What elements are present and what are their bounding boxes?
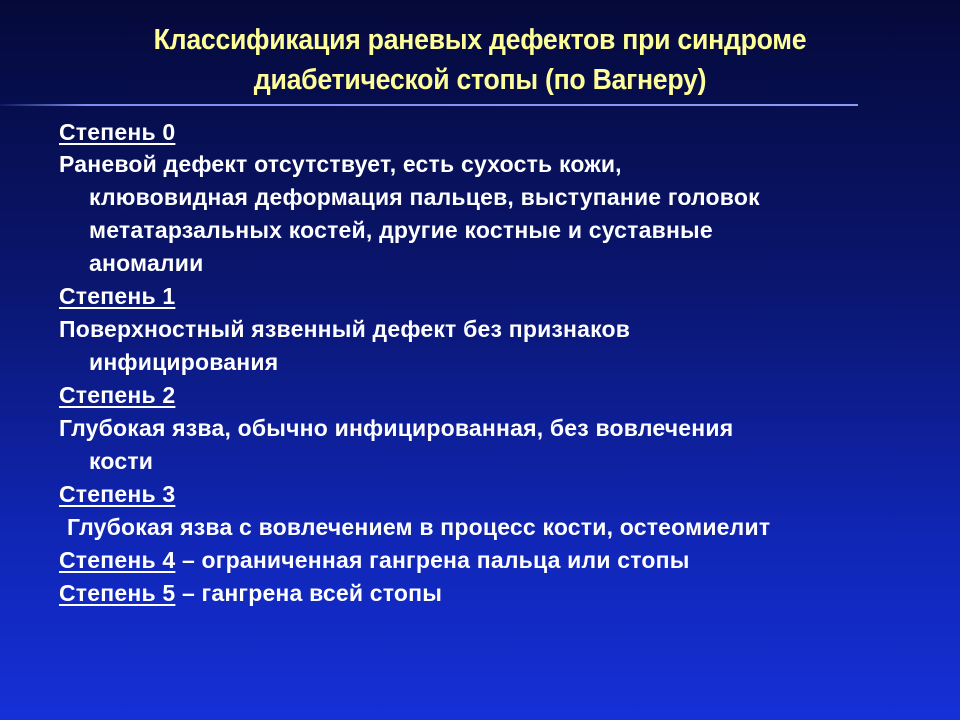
grade-0-description-line-1: Раневой дефект отсутствует, есть сухость кожи, bbox=[59, 151, 622, 177]
title-divider bbox=[0, 104, 858, 106]
grade-0-heading bbox=[59, 116, 939, 148]
grade-3-description-line-1: Глубокая язва с вовлечением в процесс кости, остеомиелит bbox=[67, 514, 771, 540]
grade-2-description-line-1: Глубокая язва, обычно инфицированная, без вовлечения bbox=[59, 415, 734, 441]
grade-2-description-line-2: кости bbox=[89, 448, 154, 474]
grade-4-row bbox=[59, 544, 939, 577]
grade-0-description-line-2: клювовидная деформация пальцев, выступание головок bbox=[89, 184, 760, 210]
grade-0-description-line-3: метатарзальных костей, другие костные и суставные bbox=[89, 217, 713, 243]
grade-2-label: Степень 2 bbox=[59, 382, 176, 408]
grade-3-heading bbox=[59, 478, 939, 511]
classification-list bbox=[59, 116, 939, 610]
grade-0-label: Степень 0 bbox=[59, 119, 176, 145]
grade-5-description: – гангрена всей стопы bbox=[175, 580, 443, 606]
grade-5-row bbox=[59, 577, 939, 610]
slide-title bbox=[38, 20, 921, 100]
slide-title-line-1: Классификация раневых дефектов при синдроме bbox=[153, 24, 807, 56]
grade-4-label: Степень 4 bbox=[59, 547, 176, 573]
grade-2-heading bbox=[59, 379, 939, 412]
grade-4-description: – ограниченная гангрена пальца или стопы bbox=[175, 547, 690, 573]
grade-1-description-line-2: инфицирования bbox=[89, 349, 279, 375]
slide-title-line-2: диабетической стопы (по Вагнеру) bbox=[253, 64, 707, 96]
grade-1-description-line-1: Поверхностный язвенный дефект без признаков bbox=[59, 316, 631, 342]
grade-3-label: Степень 3 bbox=[59, 481, 176, 507]
grade-5-label: Степень 5 bbox=[59, 580, 176, 606]
grade-1-label: Степень 1 bbox=[59, 283, 176, 309]
grade-0-description-line-4: аномалии bbox=[89, 250, 204, 276]
grade-1-heading bbox=[59, 280, 939, 313]
